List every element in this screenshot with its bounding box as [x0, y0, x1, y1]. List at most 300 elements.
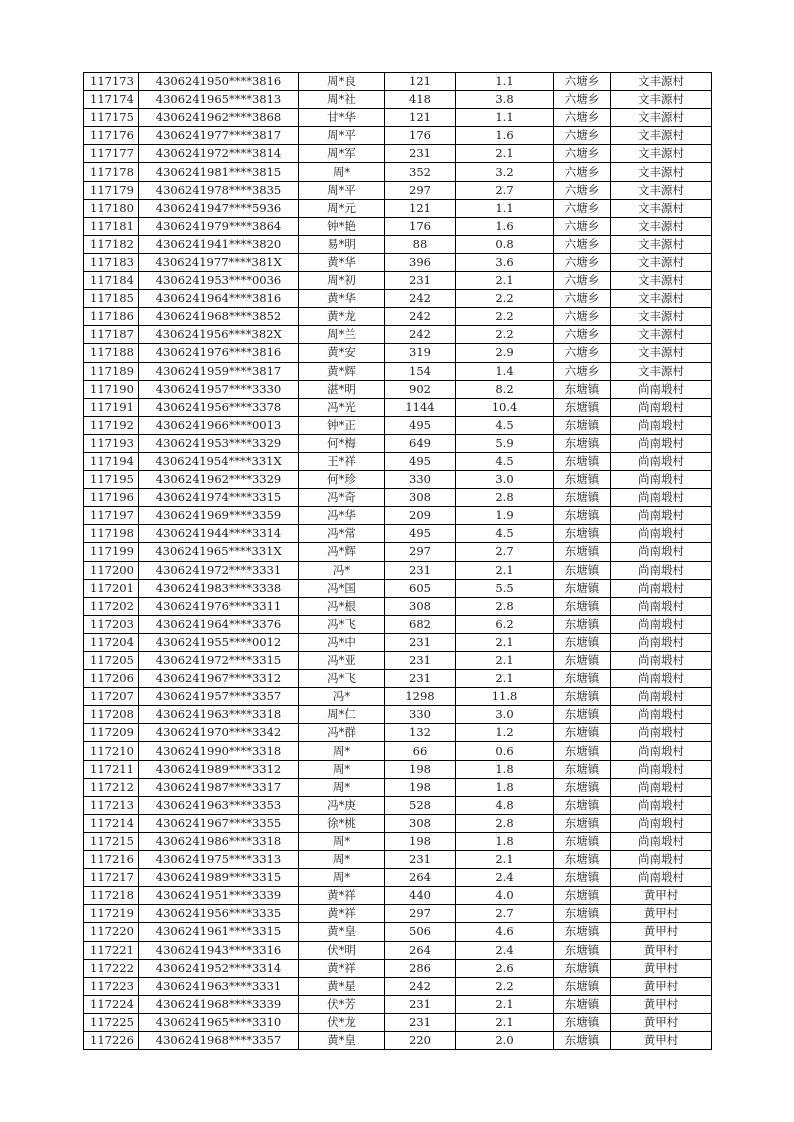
village-cell: 尚南塅村: [611, 706, 712, 724]
id-number-cell: 4306241968****3339: [139, 995, 299, 1013]
amount-cell: 220: [385, 1031, 456, 1049]
area-cell: 1.2: [456, 724, 554, 742]
row-id-cell: 117204: [84, 633, 139, 651]
row-id-cell: 117189: [84, 362, 139, 380]
table-row: [84, 471, 712, 489]
amount-cell: 242: [385, 290, 456, 308]
table-row: [84, 977, 712, 995]
table-row: [84, 398, 712, 416]
village-cell: 文丰源村: [611, 272, 712, 290]
table-row: [84, 181, 712, 199]
township-cell: 六塘乡: [554, 217, 611, 235]
row-id-cell: 117190: [84, 380, 139, 398]
village-cell: 文丰源村: [611, 199, 712, 217]
table-row: [84, 760, 712, 778]
township-cell: 东塘镇: [554, 905, 611, 923]
area-cell: 2.7: [456, 181, 554, 199]
row-id-cell: 117200: [84, 561, 139, 579]
id-number-cell: 4306241981****3815: [139, 163, 299, 181]
village-cell: 尚南塅村: [611, 543, 712, 561]
table-row: [84, 1013, 712, 1031]
area-cell: 2.2: [456, 290, 554, 308]
amount-cell: 231: [385, 995, 456, 1013]
id-number-cell: 4306241953****3329: [139, 434, 299, 452]
id-number-cell: 4306241976****3816: [139, 344, 299, 362]
table-row: [84, 778, 712, 796]
person-name-cell: 甘*华: [299, 109, 385, 127]
row-id-cell: 117186: [84, 308, 139, 326]
amount-cell: 495: [385, 416, 456, 434]
row-id-cell: 117213: [84, 796, 139, 814]
row-id-cell: 117177: [84, 145, 139, 163]
person-name-cell: 何*梅: [299, 434, 385, 452]
id-number-cell: 4306241962****3329: [139, 471, 299, 489]
village-cell: 尚南塅村: [611, 796, 712, 814]
amount-cell: 396: [385, 253, 456, 271]
township-cell: 六塘乡: [554, 199, 611, 217]
area-cell: 3.0: [456, 471, 554, 489]
id-number-cell: 4306241972****3814: [139, 145, 299, 163]
area-cell: 2.1: [456, 272, 554, 290]
amount-cell: 242: [385, 977, 456, 995]
amount-cell: 132: [385, 724, 456, 742]
village-cell: 文丰源村: [611, 235, 712, 253]
id-number-cell: 4306241975****3313: [139, 851, 299, 869]
amount-cell: 231: [385, 851, 456, 869]
village-cell: 文丰源村: [611, 73, 712, 91]
amount-cell: 264: [385, 941, 456, 959]
area-cell: 2.2: [456, 977, 554, 995]
person-name-cell: 冯*飞: [299, 670, 385, 688]
table-row: [84, 633, 712, 651]
village-cell: 文丰源村: [611, 308, 712, 326]
table-row: [84, 995, 712, 1013]
id-number-cell: 4306241967****3312: [139, 670, 299, 688]
village-cell: 尚南塅村: [611, 851, 712, 869]
area-cell: 8.2: [456, 380, 554, 398]
amount-cell: 121: [385, 73, 456, 91]
amount-cell: 330: [385, 706, 456, 724]
id-number-cell: 4306241989****3315: [139, 869, 299, 887]
area-cell: 2.7: [456, 543, 554, 561]
township-cell: 东塘镇: [554, 869, 611, 887]
person-name-cell: 冯*光: [299, 398, 385, 416]
row-id-cell: 117207: [84, 688, 139, 706]
row-id-cell: 117208: [84, 706, 139, 724]
person-name-cell: 周*社: [299, 91, 385, 109]
table-row: [84, 91, 712, 109]
id-number-cell: 4306241974****3315: [139, 489, 299, 507]
id-number-cell: 4306241967****3355: [139, 814, 299, 832]
row-id-cell: 117183: [84, 253, 139, 271]
table-row: [84, 272, 712, 290]
table-row: [84, 326, 712, 344]
person-name-cell: 周*: [299, 163, 385, 181]
township-cell: 六塘乡: [554, 253, 611, 271]
person-name-cell: 何*珍: [299, 471, 385, 489]
area-cell: 2.2: [456, 308, 554, 326]
area-cell: 1.1: [456, 109, 554, 127]
table-row: [84, 652, 712, 670]
table-row: [84, 380, 712, 398]
person-name-cell: 周*初: [299, 272, 385, 290]
amount-cell: 231: [385, 1013, 456, 1031]
village-cell: 尚南塅村: [611, 670, 712, 688]
row-id-cell: 117173: [84, 73, 139, 91]
amount-cell: 682: [385, 615, 456, 633]
table-row: [84, 217, 712, 235]
township-cell: 东塘镇: [554, 887, 611, 905]
village-cell: 文丰源村: [611, 127, 712, 145]
table-row: [84, 127, 712, 145]
amount-cell: 440: [385, 887, 456, 905]
person-name-cell: 周*良: [299, 73, 385, 91]
area-cell: 4.5: [456, 416, 554, 434]
amount-cell: 121: [385, 199, 456, 217]
person-name-cell: 周*: [299, 851, 385, 869]
row-id-cell: 117201: [84, 579, 139, 597]
id-number-cell: 4306241963****3331: [139, 977, 299, 995]
person-name-cell: 冯*庚: [299, 796, 385, 814]
id-number-cell: 4306241947****5936: [139, 199, 299, 217]
area-cell: 3.0: [456, 706, 554, 724]
id-number-cell: 4306241963****3318: [139, 706, 299, 724]
township-cell: 东塘镇: [554, 995, 611, 1013]
id-number-cell: 4306241987****3317: [139, 778, 299, 796]
row-id-cell: 117188: [84, 344, 139, 362]
row-id-cell: 117211: [84, 760, 139, 778]
row-id-cell: 117210: [84, 742, 139, 760]
table-row: [84, 724, 712, 742]
township-cell: 东塘镇: [554, 579, 611, 597]
village-cell: 尚南塅村: [611, 760, 712, 778]
row-id-cell: 117194: [84, 452, 139, 470]
person-name-cell: 冯*群: [299, 724, 385, 742]
area-cell: 2.1: [456, 633, 554, 651]
table-row: [84, 253, 712, 271]
township-cell: 六塘乡: [554, 163, 611, 181]
amount-cell: 418: [385, 91, 456, 109]
amount-cell: 242: [385, 326, 456, 344]
person-name-cell: 周*: [299, 760, 385, 778]
township-cell: 东塘镇: [554, 452, 611, 470]
area-cell: 10.4: [456, 398, 554, 416]
amount-cell: 649: [385, 434, 456, 452]
area-cell: 2.6: [456, 959, 554, 977]
amount-cell: 176: [385, 217, 456, 235]
row-id-cell: 117185: [84, 290, 139, 308]
table-row: [84, 959, 712, 977]
township-cell: 东塘镇: [554, 923, 611, 941]
area-cell: 2.1: [456, 851, 554, 869]
row-id-cell: 117224: [84, 995, 139, 1013]
row-id-cell: 117187: [84, 326, 139, 344]
id-number-cell: 4306241956****382X: [139, 326, 299, 344]
table-row: [84, 452, 712, 470]
township-cell: 东塘镇: [554, 832, 611, 850]
person-name-cell: 周*元: [299, 199, 385, 217]
township-cell: 六塘乡: [554, 290, 611, 308]
amount-cell: 1144: [385, 398, 456, 416]
area-cell: 2.0: [456, 1031, 554, 1049]
row-id-cell: 117209: [84, 724, 139, 742]
amount-cell: 319: [385, 344, 456, 362]
village-cell: 黄甲村: [611, 959, 712, 977]
table-row: [84, 706, 712, 724]
id-number-cell: 4306241976****3311: [139, 597, 299, 615]
id-number-cell: 4306241956****3378: [139, 398, 299, 416]
id-number-cell: 4306241990****3318: [139, 742, 299, 760]
area-cell: 2.4: [456, 941, 554, 959]
id-number-cell: 4306241954****331X: [139, 452, 299, 470]
table-row: [84, 308, 712, 326]
amount-cell: 231: [385, 145, 456, 163]
amount-cell: 209: [385, 507, 456, 525]
person-name-cell: 黄*辉: [299, 362, 385, 380]
row-id-cell: 117222: [84, 959, 139, 977]
table-row: [84, 525, 712, 543]
amount-cell: 242: [385, 308, 456, 326]
id-number-cell: 4306241977****381X: [139, 253, 299, 271]
village-cell: 文丰源村: [611, 344, 712, 362]
amount-cell: 308: [385, 489, 456, 507]
table-body: [84, 73, 712, 1050]
person-name-cell: 易*明: [299, 235, 385, 253]
village-cell: 尚南塅村: [611, 742, 712, 760]
township-cell: 六塘乡: [554, 344, 611, 362]
id-number-cell: 4306241944****3314: [139, 525, 299, 543]
id-number-cell: 4306241979****3864: [139, 217, 299, 235]
person-name-cell: 王*祥: [299, 452, 385, 470]
table-row: [84, 579, 712, 597]
township-cell: 六塘乡: [554, 272, 611, 290]
row-id-cell: 117220: [84, 923, 139, 941]
table-row: [84, 851, 712, 869]
table-row: [84, 887, 712, 905]
table-row: [84, 163, 712, 181]
person-name-cell: 黄*华: [299, 290, 385, 308]
person-name-cell: 周*: [299, 869, 385, 887]
row-id-cell: 117217: [84, 869, 139, 887]
area-cell: 0.8: [456, 235, 554, 253]
row-id-cell: 117199: [84, 543, 139, 561]
table-row: [84, 670, 712, 688]
village-cell: 尚南塅村: [611, 869, 712, 887]
village-cell: 尚南塅村: [611, 832, 712, 850]
id-number-cell: 4306241977****3817: [139, 127, 299, 145]
id-number-cell: 4306241961****3315: [139, 923, 299, 941]
village-cell: 尚南塅村: [611, 814, 712, 832]
person-name-cell: 湛*明: [299, 380, 385, 398]
person-name-cell: 冯*: [299, 688, 385, 706]
township-cell: 东塘镇: [554, 525, 611, 543]
village-cell: 黄甲村: [611, 923, 712, 941]
township-cell: 东塘镇: [554, 507, 611, 525]
table-row: [84, 796, 712, 814]
row-id-cell: 117178: [84, 163, 139, 181]
area-cell: 2.4: [456, 869, 554, 887]
area-cell: 2.1: [456, 670, 554, 688]
amount-cell: 231: [385, 633, 456, 651]
township-cell: 六塘乡: [554, 362, 611, 380]
amount-cell: 231: [385, 272, 456, 290]
amount-cell: 297: [385, 181, 456, 199]
village-cell: 尚南塅村: [611, 579, 712, 597]
amount-cell: 231: [385, 652, 456, 670]
table-row: [84, 507, 712, 525]
person-name-cell: 黄*星: [299, 977, 385, 995]
table-row: [84, 905, 712, 923]
person-name-cell: 伏*明: [299, 941, 385, 959]
row-id-cell: 117221: [84, 941, 139, 959]
village-cell: 尚南塅村: [611, 471, 712, 489]
person-name-cell: 冯*中: [299, 633, 385, 651]
person-name-cell: 冯*华: [299, 507, 385, 525]
row-id-cell: 117195: [84, 471, 139, 489]
id-number-cell: 4306241972****3315: [139, 652, 299, 670]
table-row: [84, 615, 712, 633]
table-row: [84, 543, 712, 561]
area-cell: 1.4: [456, 362, 554, 380]
row-id-cell: 117226: [84, 1031, 139, 1049]
village-cell: 文丰源村: [611, 181, 712, 199]
township-cell: 东塘镇: [554, 760, 611, 778]
amount-cell: 1298: [385, 688, 456, 706]
person-name-cell: 黄*龙: [299, 308, 385, 326]
area-cell: 5.9: [456, 434, 554, 452]
person-name-cell: 周*兰: [299, 326, 385, 344]
id-number-cell: 4306241964****3816: [139, 290, 299, 308]
row-id-cell: 117216: [84, 851, 139, 869]
amount-cell: 330: [385, 471, 456, 489]
id-number-cell: 4306241968****3357: [139, 1031, 299, 1049]
person-name-cell: 黄*祥: [299, 887, 385, 905]
area-cell: 2.1: [456, 995, 554, 1013]
township-cell: 东塘镇: [554, 471, 611, 489]
table-row: [84, 344, 712, 362]
amount-cell: 176: [385, 127, 456, 145]
village-cell: 文丰源村: [611, 109, 712, 127]
person-name-cell: 周*平: [299, 181, 385, 199]
township-cell: 东塘镇: [554, 652, 611, 670]
township-cell: 六塘乡: [554, 127, 611, 145]
village-cell: 文丰源村: [611, 217, 712, 235]
table-row: [84, 814, 712, 832]
person-name-cell: 冯*国: [299, 579, 385, 597]
township-cell: 东塘镇: [554, 1013, 611, 1031]
area-cell: 2.1: [456, 652, 554, 670]
township-cell: 东塘镇: [554, 416, 611, 434]
area-cell: 3.8: [456, 91, 554, 109]
table-row: [84, 199, 712, 217]
village-cell: 尚南塅村: [611, 597, 712, 615]
township-cell: 东塘镇: [554, 489, 611, 507]
village-cell: 文丰源村: [611, 163, 712, 181]
amount-cell: 308: [385, 597, 456, 615]
id-number-cell: 4306241943****3316: [139, 941, 299, 959]
id-number-cell: 4306241970****3342: [139, 724, 299, 742]
table-row: [84, 742, 712, 760]
village-cell: 文丰源村: [611, 145, 712, 163]
township-cell: 东塘镇: [554, 398, 611, 416]
village-cell: 尚南塅村: [611, 507, 712, 525]
row-id-cell: 117198: [84, 525, 139, 543]
amount-cell: 264: [385, 869, 456, 887]
area-cell: 2.8: [456, 489, 554, 507]
township-cell: 东塘镇: [554, 543, 611, 561]
township-cell: 东塘镇: [554, 561, 611, 579]
village-cell: 黄甲村: [611, 995, 712, 1013]
village-cell: 尚南塅村: [611, 724, 712, 742]
amount-cell: 308: [385, 814, 456, 832]
table-row: [84, 145, 712, 163]
row-id-cell: 117175: [84, 109, 139, 127]
person-name-cell: 冯*根: [299, 597, 385, 615]
person-name-cell: 冯*飞: [299, 615, 385, 633]
id-number-cell: 4306241941****3820: [139, 235, 299, 253]
row-id-cell: 117197: [84, 507, 139, 525]
township-cell: 东塘镇: [554, 796, 611, 814]
id-number-cell: 4306241989****3312: [139, 760, 299, 778]
id-number-cell: 4306241950****3816: [139, 73, 299, 91]
village-cell: 黄甲村: [611, 977, 712, 995]
person-name-cell: 黄*祥: [299, 959, 385, 977]
id-number-cell: 4306241969****3359: [139, 507, 299, 525]
person-name-cell: 钟*正: [299, 416, 385, 434]
township-cell: 东塘镇: [554, 742, 611, 760]
township-cell: 六塘乡: [554, 181, 611, 199]
area-cell: 2.1: [456, 145, 554, 163]
area-cell: 5.5: [456, 579, 554, 597]
area-cell: 1.8: [456, 832, 554, 850]
township-cell: 东塘镇: [554, 380, 611, 398]
township-cell: 六塘乡: [554, 308, 611, 326]
village-cell: 尚南塅村: [611, 398, 712, 416]
area-cell: 4.5: [456, 452, 554, 470]
amount-cell: 198: [385, 778, 456, 796]
amount-cell: 198: [385, 760, 456, 778]
row-id-cell: 117192: [84, 416, 139, 434]
person-name-cell: 冯*辉: [299, 543, 385, 561]
area-cell: 6.2: [456, 615, 554, 633]
person-name-cell: 周*平: [299, 127, 385, 145]
id-number-cell: 4306241953****0036: [139, 272, 299, 290]
row-id-cell: 117176: [84, 127, 139, 145]
village-cell: 尚南塅村: [611, 416, 712, 434]
township-cell: 东塘镇: [554, 941, 611, 959]
person-name-cell: 周*: [299, 742, 385, 760]
person-name-cell: 周*: [299, 778, 385, 796]
id-number-cell: 4306241964****3376: [139, 615, 299, 633]
person-name-cell: 黄*华: [299, 253, 385, 271]
id-number-cell: 4306241962****3868: [139, 109, 299, 127]
row-id-cell: 117181: [84, 217, 139, 235]
village-cell: 文丰源村: [611, 253, 712, 271]
person-name-cell: 黄*皇: [299, 923, 385, 941]
township-cell: 东塘镇: [554, 597, 611, 615]
person-name-cell: 冯*亚: [299, 652, 385, 670]
village-cell: 尚南塅村: [611, 452, 712, 470]
id-number-cell: 4306241965****3813: [139, 91, 299, 109]
area-cell: 2.8: [456, 814, 554, 832]
area-cell: 4.8: [456, 796, 554, 814]
village-cell: 黄甲村: [611, 887, 712, 905]
id-number-cell: 4306241983****3338: [139, 579, 299, 597]
id-number-cell: 4306241956****3335: [139, 905, 299, 923]
area-cell: 2.2: [456, 326, 554, 344]
amount-cell: 528: [385, 796, 456, 814]
row-id-cell: 117219: [84, 905, 139, 923]
